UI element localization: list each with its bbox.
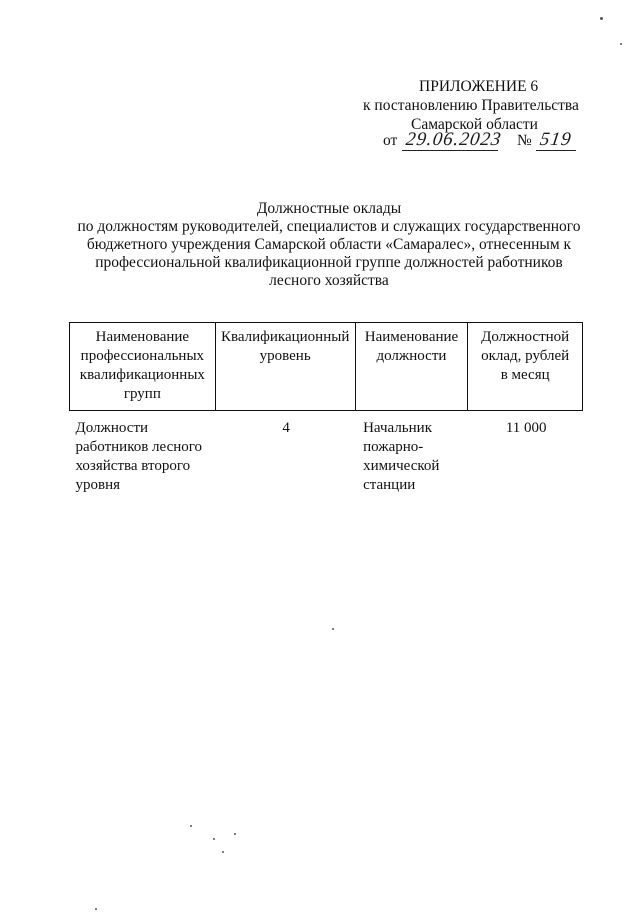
cell-position-name: Начальник пожарно- химической станции <box>363 420 440 493</box>
scan-speck <box>213 838 215 840</box>
number-prefix: № <box>517 132 532 149</box>
region-name: Самарской области <box>411 116 538 133</box>
cell-qualification-group: Должности работников лесного хозяйства второго уровня <box>75 420 203 493</box>
salary-table <box>69 322 583 495</box>
scan-speck <box>600 17 603 20</box>
decree-reference: к постановлению Правительства <box>363 97 579 114</box>
cell-salary: 11 000 <box>505 420 547 436</box>
scan-speck <box>234 833 236 835</box>
title-line-5: лесного хозяйства <box>269 272 389 289</box>
date-prefix: от <box>383 132 398 149</box>
handwritten-number: 519 <box>538 129 574 150</box>
scan-speck <box>190 825 192 827</box>
title-line-1: Должностные оклады <box>256 200 402 217</box>
scan-speck <box>95 908 97 910</box>
table-header-row <box>70 323 583 411</box>
title-line-2: по должностям руководителей, специалистов и служащих государственного <box>77 218 581 235</box>
document-title <box>40 200 618 290</box>
cell-qualification-level: 4 <box>282 420 290 436</box>
scan-speck <box>620 43 622 45</box>
header-qualification-group: Наименование профессиональных квалификационных групп <box>70 323 216 411</box>
scan-speck <box>222 851 224 853</box>
handwritten-date: 29.06.2023 <box>404 129 504 150</box>
header-salary: Должностной оклад, рублей в месяц <box>468 323 583 411</box>
scan-speck <box>332 628 334 630</box>
title-line-4: профессиональной квалификационной группе должностей работников <box>95 254 563 271</box>
appendix-label: ПРИЛОЖЕНИЕ 6 <box>419 78 539 95</box>
title-line-3: бюджетного учреждения Самарской области «Самаралес», отнесенным к <box>86 236 572 253</box>
header-qualification-level: Квалификационный уровень <box>215 323 355 411</box>
header-position-name: Наименование должности <box>355 323 468 411</box>
table-row <box>70 411 583 496</box>
date-number-line <box>383 126 583 156</box>
